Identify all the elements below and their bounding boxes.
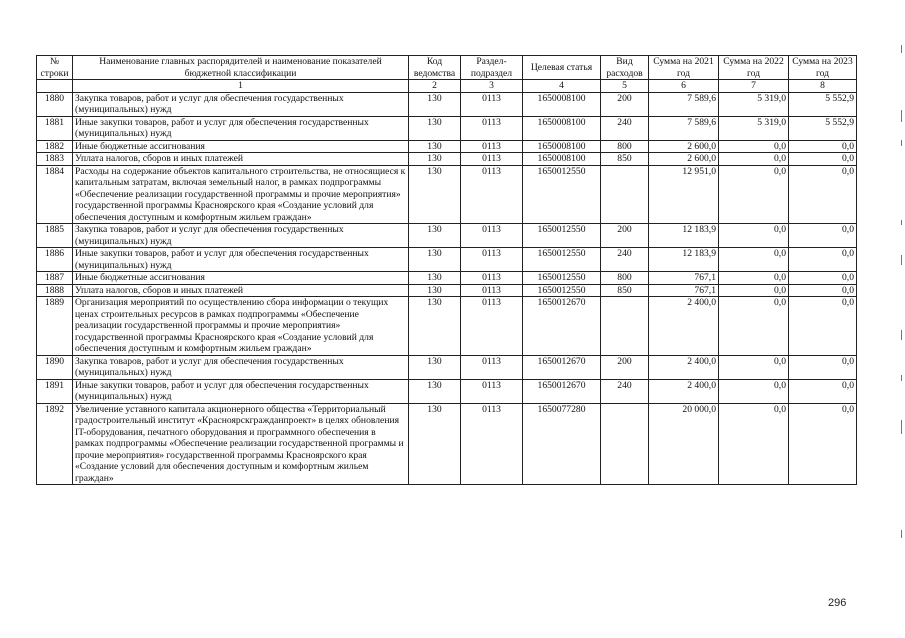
row-name: Иные бюджетные ассигнования [73,272,409,285]
row-number: 1887 [37,272,73,285]
row-name: Закупка товаров, работ и услуг для обеспечения государственных (муниципальных) нужд [73,92,409,116]
row-name: Закупка товаров, работ и услуг для обеспечения государственных (муниципальных) нужд [73,224,409,248]
row-sum-2021: 7 589,6 [649,116,719,140]
scan-edge-mark [901,140,902,146]
table-row [37,284,857,297]
row-section: 0113 [461,272,523,285]
row-name: Иные закупки товаров, работ и услуг для обеспечения государственных (муниципальных) нужд [73,248,409,272]
row-number: 1888 [37,284,73,297]
row-target: 1650012550 [523,284,601,297]
row-dept-code: 130 [409,297,461,356]
row-sum-2023: 0,0 [789,224,857,248]
row-number: 1881 [37,116,73,140]
row-sum-2021: 2 400,0 [649,379,719,403]
row-exp-type [601,165,649,224]
row-sum-2021: 12 183,9 [649,224,719,248]
table-row [37,355,857,379]
table-row [37,272,857,285]
row-dept-code: 130 [409,165,461,224]
row-section: 0113 [461,284,523,297]
row-target: 1650077280 [523,403,601,485]
header-row-no: № строки [37,56,73,80]
row-section: 0113 [461,248,523,272]
table-body [37,92,857,485]
row-sum-2023: 5 552,9 [789,92,857,116]
column-number: 2 [409,80,461,93]
header-sum-2023: Сумма на 2023 год [789,56,857,80]
row-sum-2023: 0,0 [789,272,857,285]
header-name: Наименование главных распорядителей и наименование показателей бюджетной классификации [73,56,409,80]
row-exp-type [601,297,649,356]
row-sum-2022: 0,0 [719,272,789,285]
row-sum-2023: 0,0 [789,140,857,153]
column-number: 1 [73,80,409,93]
row-section: 0113 [461,92,523,116]
row-exp-type: 850 [601,153,649,166]
scan-edge-mark [901,375,902,381]
row-sum-2022: 0,0 [719,355,789,379]
header-target: Целевая статья [523,56,601,80]
row-dept-code: 130 [409,248,461,272]
row-sum-2022: 0,0 [719,224,789,248]
row-sum-2023: 0,0 [789,379,857,403]
row-section: 0113 [461,403,523,485]
row-target: 1650008100 [523,116,601,140]
row-dept-code: 130 [409,140,461,153]
row-sum-2021: 12 183,9 [649,248,719,272]
row-sum-2021: 2 400,0 [649,355,719,379]
row-sum-2023: 0,0 [789,355,857,379]
header-sum-2021: Сумма на 2021 год [649,56,719,80]
row-sum-2022: 0,0 [719,379,789,403]
table-row [37,297,857,356]
row-dept-code: 130 [409,379,461,403]
column-number: 6 [649,80,719,93]
scan-edge-mark [901,110,902,122]
row-exp-type: 240 [601,116,649,140]
row-sum-2022: 0,0 [719,153,789,166]
scan-edge-mark [901,255,902,265]
row-exp-type: 200 [601,92,649,116]
header-sum-2022: Сумма на 2022 год [719,56,789,80]
row-sum-2022: 0,0 [719,165,789,224]
row-target: 1650012670 [523,297,601,356]
column-number: 5 [601,80,649,93]
row-sum-2022: 0,0 [719,140,789,153]
table-row [37,379,857,403]
row-number: 1889 [37,297,73,356]
row-section: 0113 [461,297,523,356]
row-dept-code: 130 [409,153,461,166]
row-number: 1892 [37,403,73,485]
row-name: Закупка товаров, работ и услуг для обеспечения государственных (муниципальных) нужд [73,355,409,379]
row-target: 1650012550 [523,272,601,285]
row-name: Уплата налогов, сборов и иных платежей [73,284,409,297]
row-sum-2022: 5 319,0 [719,116,789,140]
row-number: 1882 [37,140,73,153]
row-sum-2021: 12 951,0 [649,165,719,224]
row-number: 1883 [37,153,73,166]
scan-edge-mark [901,420,902,434]
row-exp-type: 240 [601,248,649,272]
row-sum-2023: 0,0 [789,248,857,272]
row-section: 0113 [461,379,523,403]
row-sum-2021: 2 400,0 [649,297,719,356]
header-exp-type: Вид расходов [601,56,649,80]
table-row [37,153,857,166]
table-row [37,224,857,248]
row-name: Иные закупки товаров, работ и услуг для обеспечения государственных (муниципальных) нужд [73,116,409,140]
table-row [37,248,857,272]
table-row [37,116,857,140]
row-name: Расходы на содержание объектов капитального строительства, не относящиеся к капитальным затратам, включая земельный налог, в рамках подпрограммы «Обеспечение реализации государственной программы и прочие мероприятия» государственной программы Красноярского края «Создание условий для обеспечения доступным и комфортным жильем граждан» [73,165,409,224]
row-target: 1650008100 [523,140,601,153]
row-target: 1650012670 [523,379,601,403]
row-exp-type [601,403,649,485]
scan-edge-mark [901,530,902,538]
row-number: 1884 [37,165,73,224]
header-dept: Код ведомства [409,56,461,80]
column-number: 3 [461,80,523,93]
row-exp-type: 800 [601,140,649,153]
row-dept-code: 130 [409,272,461,285]
row-dept-code: 130 [409,403,461,485]
row-dept-code: 130 [409,116,461,140]
row-section: 0113 [461,355,523,379]
budget-table [36,55,857,485]
row-sum-2021: 767,1 [649,272,719,285]
row-exp-type: 800 [601,272,649,285]
row-number: 1885 [37,224,73,248]
page-number: 296 [828,597,847,609]
row-sum-2023: 0,0 [789,153,857,166]
row-target: 1650008100 [523,92,601,116]
row-sum-2022: 0,0 [719,403,789,485]
row-sum-2022: 0,0 [719,248,789,272]
row-sum-2021: 20 000,0 [649,403,719,485]
row-sum-2023: 5 552,9 [789,116,857,140]
column-number: 4 [523,80,601,93]
row-sum-2023: 0,0 [789,165,857,224]
column-number-row [37,80,857,93]
row-target: 1650012550 [523,248,601,272]
row-dept-code: 130 [409,92,461,116]
row-sum-2021: 767,1 [649,284,719,297]
table-row [37,165,857,224]
table-row [37,403,857,485]
row-exp-type: 200 [601,224,649,248]
row-section: 0113 [461,140,523,153]
column-number [37,80,73,93]
row-target: 1650012670 [523,355,601,379]
row-name: Организация мероприятий по осуществлению сбора информации о текущих ценах строительных ресурсов в рамках подпрограммы «Обеспечение реализации государственной программы и прочие мероприятия» государственной программы Красноярского края «Создание условий для обеспечения доступным и комфортным жильем граждан» [73,297,409,356]
row-sum-2021: 2 600,0 [649,140,719,153]
row-sum-2022: 0,0 [719,284,789,297]
row-sum-2023: 0,0 [789,284,857,297]
row-section: 0113 [461,116,523,140]
row-dept-code: 130 [409,284,461,297]
row-sum-2023: 0,0 [789,297,857,356]
row-target: 1650008100 [523,153,601,166]
row-number: 1886 [37,248,73,272]
row-dept-code: 130 [409,224,461,248]
row-dept-code: 130 [409,355,461,379]
row-exp-type: 850 [601,284,649,297]
table-row [37,92,857,116]
scan-edge-mark [901,330,902,340]
row-exp-type: 240 [601,379,649,403]
row-section: 0113 [461,165,523,224]
row-sum-2022: 5 319,0 [719,92,789,116]
header-row [37,56,857,80]
table-row [37,140,857,153]
scan-edge-mark [901,220,902,225]
row-target: 1650012550 [523,165,601,224]
column-number: 7 [719,80,789,93]
header-section: Раздел-подраздел [461,56,523,80]
scan-edge-mark [901,45,902,53]
row-number: 1891 [37,379,73,403]
row-name: Иные бюджетные ассигнования [73,140,409,153]
row-sum-2022: 0,0 [719,297,789,356]
row-target: 1650012550 [523,224,601,248]
row-number: 1880 [37,92,73,116]
column-number: 8 [789,80,857,93]
row-number: 1890 [37,355,73,379]
row-sum-2021: 7 589,6 [649,92,719,116]
row-name: Уплата налогов, сборов и иных платежей [73,153,409,166]
row-exp-type: 200 [601,355,649,379]
row-sum-2021: 2 600,0 [649,153,719,166]
row-sum-2023: 0,0 [789,403,857,485]
row-section: 0113 [461,224,523,248]
row-name: Иные закупки товаров, работ и услуг для обеспечения государственных (муниципальных) нужд [73,379,409,403]
row-section: 0113 [461,153,523,166]
row-name: Увеличение уставного капитала акционерного общества «Территориальный градостроительный институт «Красноярскгражданпроект» в целях обновления IT-оборудования, печатного оборудования и программного обеспечения в рамках подпрограммы «Обеспечение реализации государственной программы и прочие мероприятия» государственной программы Красноярского края «Создание условий для обеспечения доступным и комфортным жильем граждан» [73,403,409,485]
